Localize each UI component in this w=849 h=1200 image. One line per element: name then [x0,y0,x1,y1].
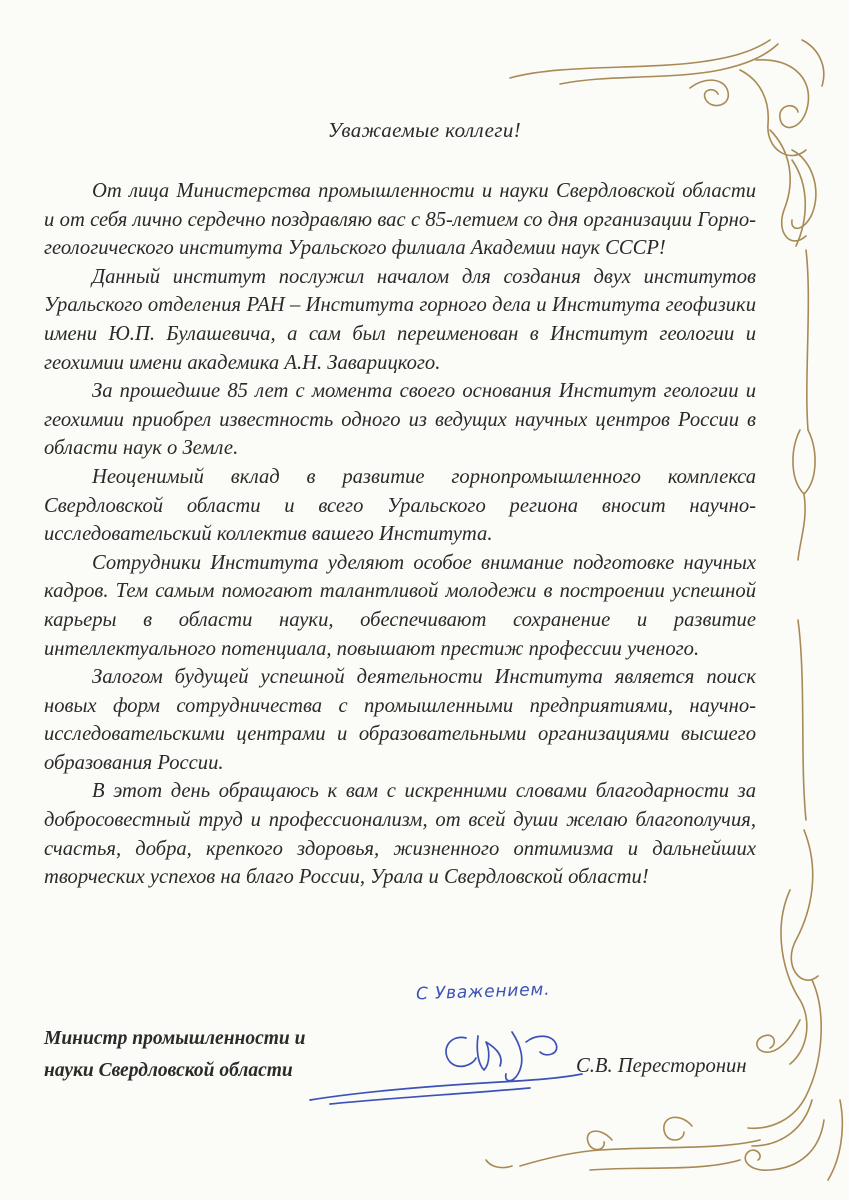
paragraph: От лица Министерства промышленности и науки Свердловской области и от себя лично сердечно поздравляю вас с 85-летием со дня организации Горно-геологического института Уральского филиала Академии наук СССР! [44,180,756,260]
paragraph: Неоценимый вклад в развитие горнопромышленного комплекса Свердловской области и всего Уральского региона вносит научно-исследовательский коллектив вашего Института. [44,465,756,546]
paragraph: В этот день обращаюсь к вам с искренними словами благодарности за добросовестный труд и профессионализм, от всей души желаю благополучия, счастья, добра, крепкого здоровья, жизненного оптимизма и дальнейших творческих успехов на благо России, Урала и Свердловской области! [44,780,756,889]
position-line: Министр промышленности и [44,1028,306,1049]
paragraph: За прошедшие 85 лет с момента своего основания Институт геологии и геохимии приобрел известность одного из ведущих научных центров России в области наук о Земле. [44,380,756,460]
position-line: науки Свердловской области [44,1060,293,1081]
signer-position [44,1023,306,1087]
paragraph: Залогом будущей успешной деятельности Института является поиск новых форм сотрудничества с промышленными предприятиями, научно-исследовательскими центрами и образовательными организациями высшего образования России. [44,666,756,774]
handwritten-note: С Уважением. [415,979,551,1005]
paragraph: Данный институт послужил началом для создания двух институтов Уральского отделения РАН – Института горного дела и Института геофизики имени Ю.П. Булашевича, а сам был переименован в Институт геологии и геохимии имени академика А.Н. Заварицкого. [44,265,756,374]
handwritten-signature [300,1020,590,1110]
signer-name: С.В. Пересторонин [576,1055,747,1077]
salutation: Уважаемые коллеги! [327,118,522,142]
paragraph: Сотрудники Института уделяют особое внимание подготовке научных кадров. Тем самым помогают талантливой молодежи в построении успешной карьеры в области науки, обеспечивают сохранение и развитие интеллектуального потенциала, повышают престиж профессии ученого. [44,551,756,660]
letter-body [44,177,756,892]
